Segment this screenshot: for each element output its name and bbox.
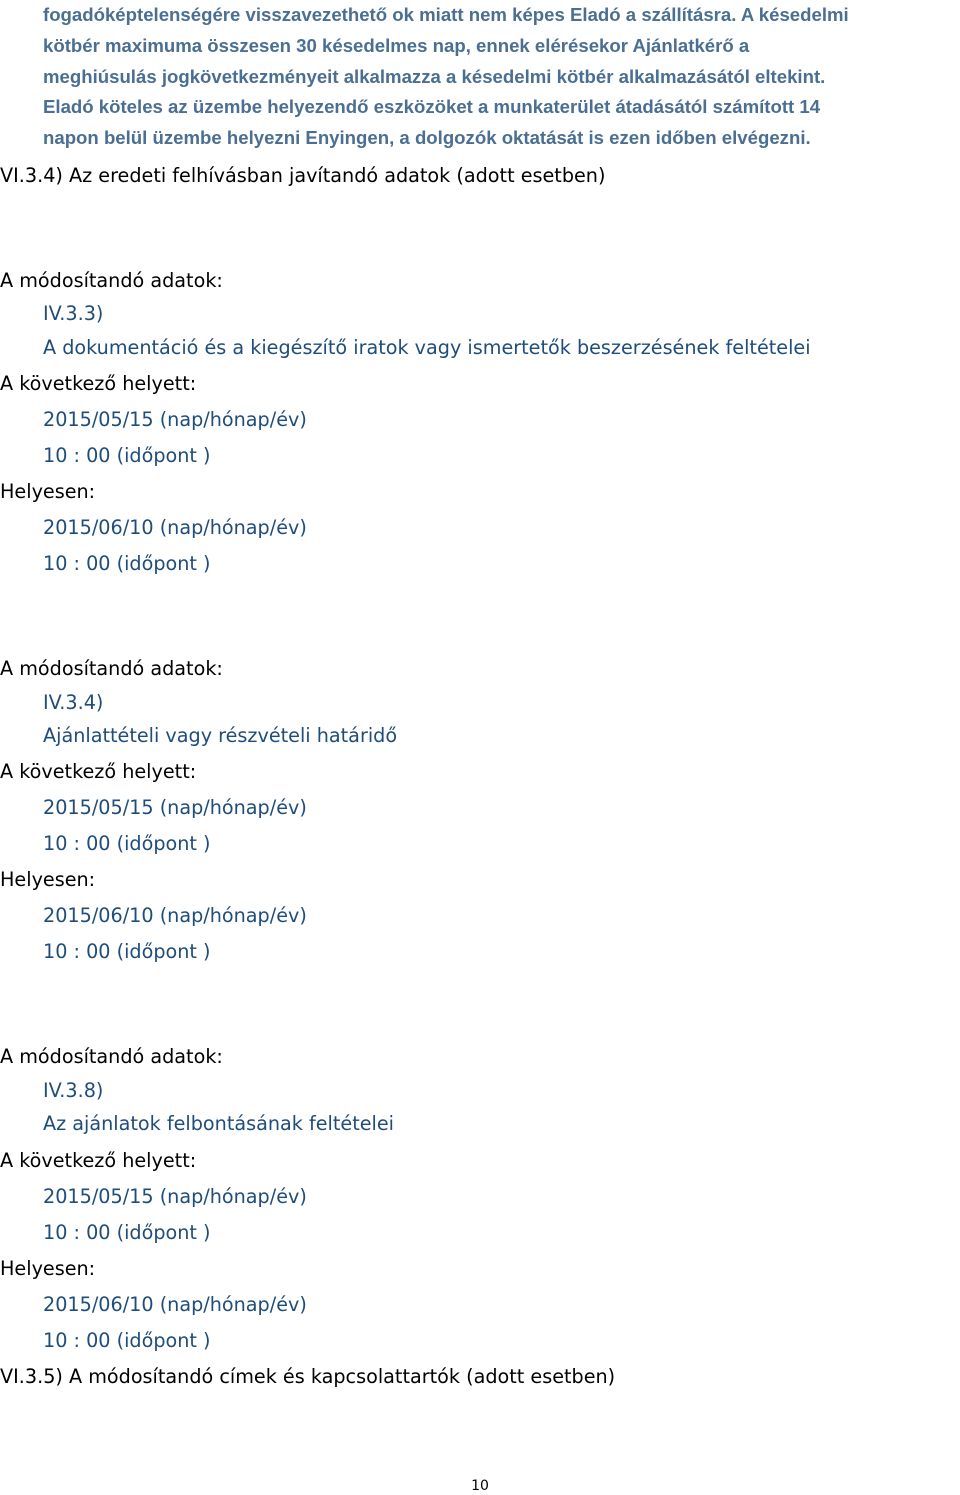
intro-line: meghiúsulás jogkövetkezményeit alkalmazza a késedelmi kötbér alkalmazásától eltekint. [43,65,826,87]
instead-of-label: A következő helyett: [0,760,197,783]
section-title: A dokumentáció és a kiegészítő iratok vagy ismertetők beszerzésének feltételei [43,336,811,359]
new-time: 10 : 00 (időpont ) [43,940,211,963]
modified-data-heading: A módosítandó adatok: [0,657,223,680]
old-time: 10 : 00 (időpont ) [43,444,211,467]
new-date: 2015/06/10 (nap/hónap/év) [43,904,307,927]
correct-label: Helyesen: [0,480,96,503]
intro-paragraph [43,0,953,154]
old-time: 10 : 00 (időpont ) [43,832,211,855]
section-heading-vi35: VI.3.5) A módosítandó címek és kapcsolattartók (adott esetben) [0,1365,616,1388]
correct-label: Helyesen: [0,868,96,891]
new-date: 2015/06/10 (nap/hónap/év) [43,1293,307,1316]
instead-of-label: A következő helyett: [0,1149,197,1172]
old-time: 10 : 00 (időpont ) [43,1221,211,1244]
page-number: 10 [471,1478,489,1494]
new-time: 10 : 00 (időpont ) [43,552,211,575]
intro-line: napon belül üzembe helyezni Enyingen, a dolgozók oktatását is ezen időben elvégezni. [43,127,811,149]
section-title: Az ajánlatok felbontásának feltételei [43,1112,395,1135]
section-code: IV.3.3) [43,302,104,325]
section-code: IV.3.4) [43,691,104,714]
instead-of-label: A következő helyett: [0,372,197,395]
old-date: 2015/05/15 (nap/hónap/év) [43,796,307,819]
intro-line: kötbér maximuma összesen 30 késedelmes nap, ennek elérésekor Ajánlatkérő a [43,34,750,56]
modified-data-heading: A módosítandó adatok: [0,1045,223,1068]
old-date: 2015/05/15 (nap/hónap/év) [43,1185,307,1208]
section-title: Ajánlattételi vagy részvételi határidő [43,724,398,747]
section-heading-vi34: VI.3.4) Az eredeti felhívásban javítandó adatok (adott esetben) [0,164,606,187]
intro-line: Eladó köteles az üzembe helyezendő eszközöket a munkaterület átadásától számított 14 [43,96,821,118]
correct-label: Helyesen: [0,1257,96,1280]
intro-line: fogadóképtelenségére visszavezethető ok miatt nem képes Eladó a szállításra. A késedelmi [43,4,849,25]
new-date: 2015/06/10 (nap/hónap/év) [43,516,307,539]
new-time: 10 : 00 (időpont ) [43,1329,211,1352]
section-code: IV.3.8) [43,1079,104,1102]
old-date: 2015/05/15 (nap/hónap/év) [43,408,307,431]
modified-data-heading: A módosítandó adatok: [0,269,223,292]
